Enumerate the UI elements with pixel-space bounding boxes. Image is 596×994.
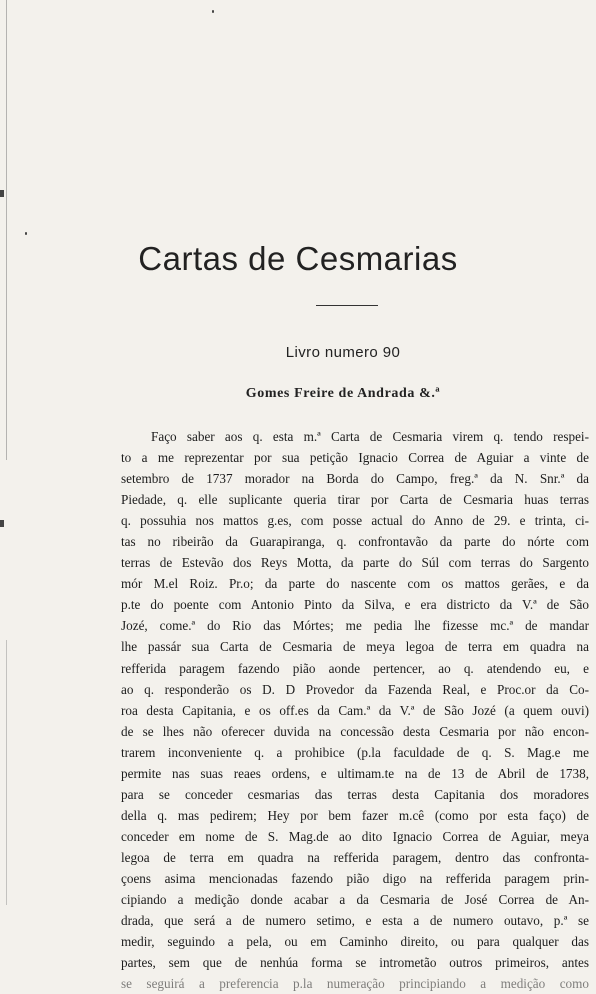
body-line: permite nas suas reaes ordens, e ultimam.te na de 13 de Abril de 1738, — [121, 765, 589, 781]
body-line: trarem inconveniente q. a prohibice (p.la faculdade de q. S. Mag.e me — [121, 744, 589, 760]
body-line: roa desta Capitania, e os off.es da Cam.ª da V.ª de São Jozé (a quem ouvi) — [121, 702, 589, 718]
body-line: cipiando a medição donde acabar a da Cesmaria de José Correa de An- — [121, 892, 589, 908]
body-line: tas no ribeirão da Guarapiranga, q. confrontavão da parte do nórte com — [121, 534, 589, 550]
body-line: çoens asima mencionadas fazendo pião digo na refferida paragem prin- — [121, 870, 589, 886]
body-line: se seguirá a preferencia p.la numeração principiando a medição como — [121, 976, 589, 992]
body-line: Jozé, come.ª do Rio das Mórtes; me pedia lhe fizesse mc.ª de mandar — [121, 618, 589, 634]
body-line: conceder em nome de S. Mag.de ao dito Ignacio Correa de Aguiar, meya — [121, 828, 589, 844]
scan-edge-mark — [0, 520, 4, 527]
body-text — [121, 426, 589, 994]
body-line: Piedade, q. elle suplicante queria tirar por Carta de Cesmaria huas terras — [121, 492, 589, 508]
scan-edge-line — [6, 640, 7, 905]
body-line: lhe passár sua Carta de Cesmaria de meya legoa de terra em quadra na — [121, 639, 589, 655]
page-title: Cartas de Cesmarias — [138, 240, 458, 277]
scan-speck — [212, 10, 214, 13]
body-line: partes, sem que de nenhúa forma se intrometão outros primeiros, antes — [121, 955, 589, 971]
author-heading: Gomes Freire de Andrada &.ª — [245, 386, 441, 401]
body-line: ao q. responderão os D. D Provedor da Fazenda Real, e Proc.or da Co- — [121, 681, 589, 697]
body-line: drada, que será a de numero setimo, e esta a de numero outavo, p.ª se — [121, 913, 589, 929]
scan-edge-mark — [0, 190, 4, 197]
body-line: to a me reprezentar por sua petição Ignacio Correa de Aguiar a vinte de — [121, 450, 589, 466]
body-line: legoa de terra em quadra na refferida paragem, dentro das confronta- — [121, 849, 589, 865]
title-rule — [316, 305, 378, 306]
body-line: terras de Estevão dos Reys Motta, da parte do Súl com terras do Sargento — [121, 555, 589, 571]
body-line: Faço saber aos q. esta m.ª Carta de Cesmaria virem q. tendo respei- — [151, 429, 589, 444]
body-line: della q. mas pedirem; Hey por bem fazer m.cê (como por esta faço) de — [121, 807, 589, 823]
scan-speck — [25, 232, 27, 235]
body-line: setembro de 1737 morador na Borda do Campo, freg.ª da N. Snr.ª da — [121, 471, 589, 487]
body-line: de se lhes não oferecer duvida na concessão desta Cesmaria por não encon- — [121, 723, 589, 739]
body-line: p.te do poente com Antonio Pinto da Silva, e era districto da V.ª de São — [121, 597, 589, 613]
body-line: refferida paragem fazendo pião aonde pertencer, ao q. atendendo eu, e — [121, 660, 589, 676]
body-line: q. possuhia nos mattos g.es, com posse actual do Anno de 29. e trinta, ci- — [121, 513, 589, 529]
body-line: para se conceder cesmarias das terras desta Capitania dos moradores — [121, 786, 589, 802]
body-line: medir, seguindo a pela, ou em Caminho direito, ou para qualquer das — [121, 934, 589, 950]
body-line: mór M.el Roiz. Pr.o; da parte do nascente com os mattos gerães, e da — [121, 576, 589, 592]
book-heading: Livro numero 90 — [285, 344, 401, 361]
